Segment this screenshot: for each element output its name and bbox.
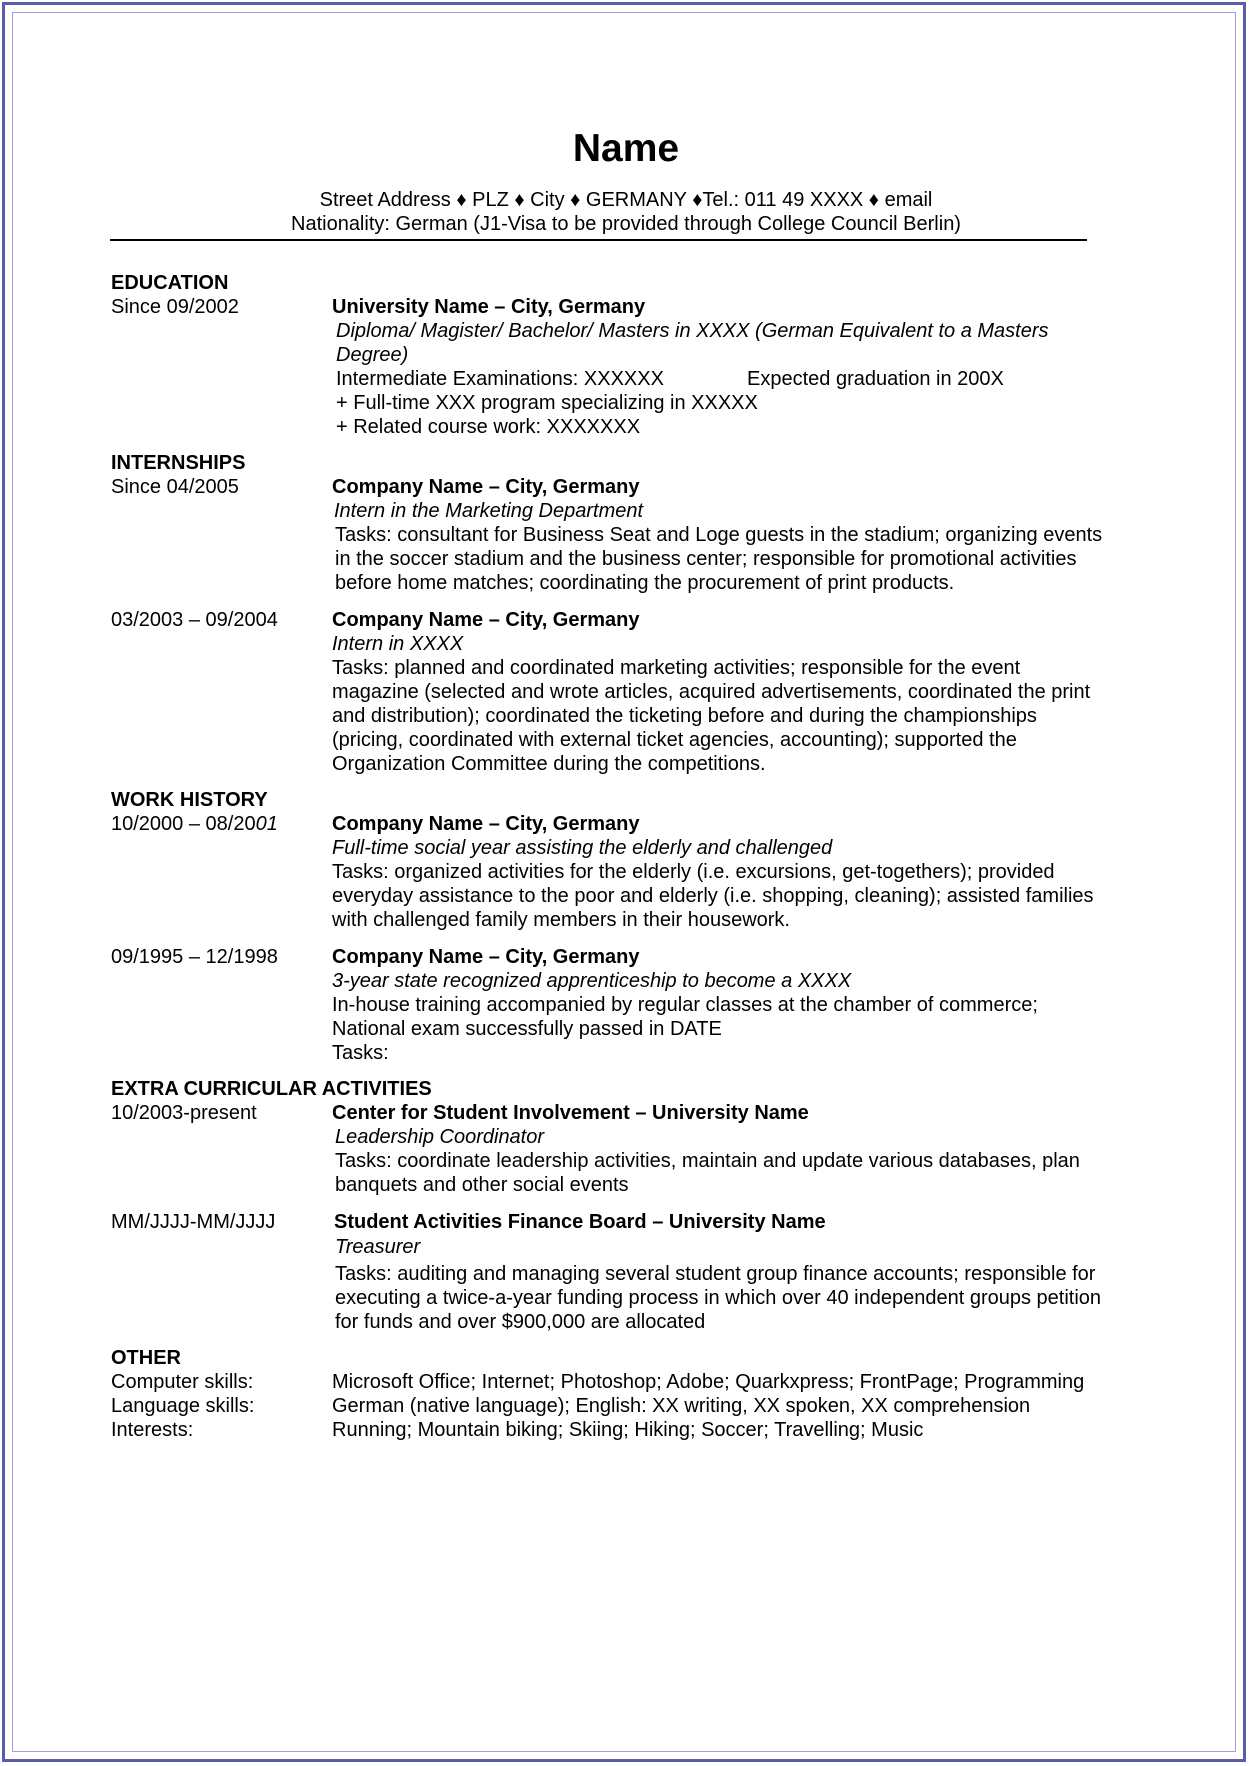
internship-2-line-2: magazine (selected and wrote articles, acquired advertisements, coordinated the print — [332, 681, 1091, 703]
other-label-computer: Computer skills: — [111, 1371, 254, 1393]
extra-1-line-1: Tasks: coordinate leadership activities, maintain and update various databases, plan — [335, 1150, 1080, 1172]
section-heading-work-history: WORK HISTORY — [111, 789, 268, 811]
section-heading-other: OTHER — [111, 1347, 181, 1369]
work-2-role: 3-year state recognized apprenticeship to become a XXXX — [332, 970, 852, 992]
work-2-line-2: National exam successfully passed in DATE — [332, 1018, 722, 1040]
internship-2-role: Intern in XXXX — [332, 633, 464, 655]
internship-2-date: 03/2003 – 09/2004 — [111, 609, 278, 631]
header-divider — [110, 239, 1087, 241]
work-1-line-3: with challenged family members in their housework. — [332, 909, 790, 931]
education-degree-line-2: Degree) — [336, 344, 409, 366]
contact-line: Street Address ♦ PLZ ♦ City ♦ GERMANY ♦Tel.: 011 49 XXXX ♦ email — [319, 189, 933, 211]
extra-2-role: Treasurer — [335, 1236, 421, 1258]
internship-2-line-1: Tasks: planned and coordinated marketing activities; responsible for the event — [332, 657, 1021, 679]
internship-1-title: Company Name – City, Germany — [332, 476, 640, 498]
education-graduation: Expected graduation in 200X — [747, 368, 1004, 390]
extra-1-title: Center for Student Involvement – University Name — [332, 1102, 809, 1124]
internship-1-role: Intern in the Marketing Department — [334, 500, 644, 522]
work-1-date — [111, 812, 278, 836]
education-date: Since 09/2002 — [111, 296, 239, 318]
internship-1-date: Since 04/2005 — [111, 476, 239, 498]
extra-1-role: Leadership Coordinator — [335, 1126, 545, 1148]
work-1-date-main: 10/2000 – 08/20 — [111, 813, 256, 835]
internship-2-line-3: and distribution); coordinated the ticketing before and during the championships — [332, 705, 1037, 727]
contact-block — [0, 188, 1252, 236]
internship-1-line-3: before home matches; coordinating the procurement of print products. — [335, 572, 955, 594]
work-1-date-italic: 01 — [255, 813, 278, 835]
education-exams: Intermediate Examinations: XXXXXX — [336, 368, 664, 390]
internship-1-line-1: Tasks: consultant for Business Seat and Loge guests in the stadium; organizing events — [335, 524, 1103, 546]
education-title: University Name – City, Germany — [332, 296, 646, 318]
section-heading-education: EDUCATION — [111, 272, 229, 294]
other-value-interests: Running; Mountain biking; Skiing; Hiking; Soccer; Travelling; Music — [332, 1419, 924, 1441]
resume-name: Name — [572, 127, 680, 170]
education-degree-line-1: Diploma/ Magister/ Bachelor/ Masters in XXXX (German Equivalent to a Masters — [336, 320, 1049, 342]
internship-2-line-4: (pricing, coordinated with external ticket agencies, accounting); supported the — [332, 729, 1017, 751]
other-label-interests: Interests: — [111, 1419, 194, 1441]
extra-1-line-2: banquets and other social events — [335, 1174, 629, 1196]
other-value-computer: Microsoft Office; Internet; Photoshop; Adobe; Quarkxpress; FrontPage; Programming — [332, 1371, 1085, 1393]
internship-2-line-5: Organization Committee during the competitions. — [332, 753, 766, 775]
extra-1-date: 10/2003-present — [111, 1102, 257, 1124]
extra-2-line-2: executing a twice-a-year funding process in which over 40 independent groups petition — [335, 1287, 1102, 1309]
other-value-language: German (native language); English: XX writing, XX spoken, XX comprehension — [332, 1395, 1031, 1417]
nationality-line: Nationality: German (J1-Visa to be provided through College Council Berlin) — [291, 213, 961, 235]
work-2-line-1: In-house training accompanied by regular classes at the chamber of commerce; — [332, 994, 1038, 1016]
section-heading-internships: INTERNSHIPS — [111, 452, 246, 474]
work-1-line-1: Tasks: organized activities for the elderly (i.e. excursions, get-togethers); provided — [332, 861, 1055, 883]
work-1-line-2: everyday assistance to the poor and elderly (i.e. shopping, cleaning); assisted families — [332, 885, 1094, 907]
work-2-title: Company Name – City, Germany — [332, 946, 640, 968]
extra-2-line-3: for funds and over $900,000 are allocated — [335, 1311, 706, 1333]
education-bullet-2: + Related course work: XXXXXXX — [336, 416, 641, 438]
extra-2-title: Student Activities Finance Board – University Name — [334, 1211, 826, 1233]
other-label-language: Language skills: — [111, 1395, 255, 1417]
internship-1-line-2: in the soccer stadium and the business center; responsible for promotional activities — [335, 548, 1077, 570]
work-1-role: Full-time social year assisting the elderly and challenged — [332, 837, 833, 859]
extra-2-date: MM/JJJJ-MM/JJJJ — [111, 1211, 276, 1233]
education-bullet-1: + Full-time XXX program specializing in XXXXX — [336, 392, 758, 414]
work-2-line-3: Tasks: — [332, 1042, 389, 1064]
work-2-date: 09/1995 – 12/1998 — [111, 946, 278, 968]
internship-2-title: Company Name – City, Germany — [332, 609, 640, 631]
work-1-title: Company Name – City, Germany — [332, 813, 640, 835]
extra-2-line-1: Tasks: auditing and managing several student group finance accounts; responsible for — [335, 1263, 1096, 1285]
section-heading-extra-curricular: EXTRA CURRICULAR ACTIVITIES — [111, 1078, 432, 1100]
